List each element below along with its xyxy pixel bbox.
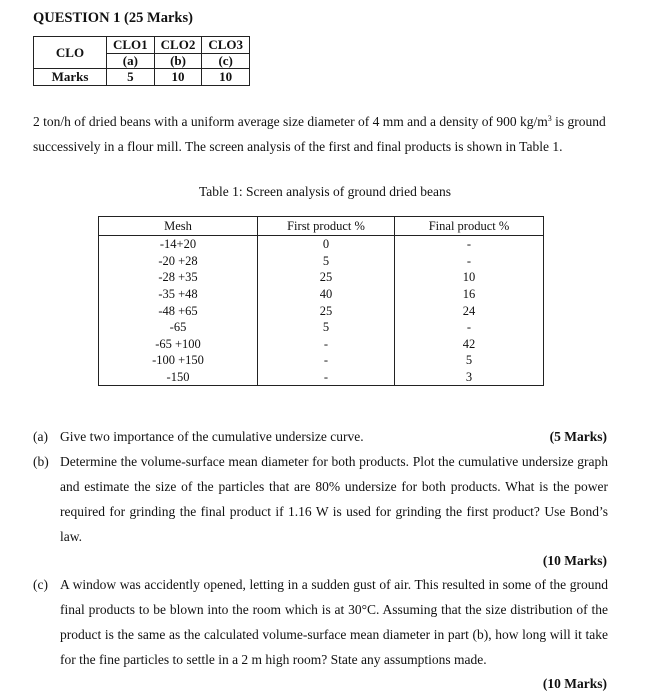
col-header-final: Final product % xyxy=(395,217,544,236)
final-cell: 3 xyxy=(395,369,544,386)
marks-row xyxy=(34,69,250,86)
question-a-label: (a) xyxy=(33,429,48,444)
final-cell: 42 xyxy=(395,336,544,353)
clo-row xyxy=(34,37,250,54)
mesh-cell: -65 xyxy=(99,319,258,336)
mesh-cell: -20 +28 xyxy=(99,253,258,270)
question-b-label: (b) xyxy=(33,454,49,469)
mesh-cell: -150 xyxy=(99,369,258,386)
final-cell: 16 xyxy=(395,286,544,303)
mesh-cell: -35 +48 xyxy=(99,286,258,303)
clo-marks-table xyxy=(33,36,250,86)
first-cell: 0 xyxy=(258,236,395,253)
table-row xyxy=(99,269,544,286)
first-cell: - xyxy=(258,369,395,386)
intro-text-1: 2 ton/h of dried beans with a uniform average size diameter of 4 mm and a density of 900 kg/m xyxy=(33,114,548,129)
marks-value: 10 xyxy=(154,69,202,86)
final-cell: - xyxy=(395,319,544,336)
mesh-cell: -100 +150 xyxy=(99,352,258,369)
marks-value: 10 xyxy=(202,69,250,86)
final-cell: - xyxy=(395,253,544,270)
part-label: (b) xyxy=(154,54,202,69)
mesh-cell: -48 +65 xyxy=(99,302,258,319)
marks-value: 5 xyxy=(107,69,155,86)
first-cell: 25 xyxy=(258,269,395,286)
question-c-marks: (10 Marks) xyxy=(542,676,607,691)
table-row xyxy=(99,319,544,336)
first-cell: - xyxy=(258,336,395,353)
final-cell: 24 xyxy=(395,302,544,319)
col-header-mesh: Mesh xyxy=(99,217,258,236)
table-row xyxy=(99,352,544,369)
question-heading: QUESTION 1 (25 Marks) xyxy=(33,10,193,26)
question-a xyxy=(33,424,608,449)
part-label: (a) xyxy=(107,54,155,69)
clo-header: CLO3 xyxy=(202,37,250,54)
table-row xyxy=(99,336,544,353)
first-cell: 5 xyxy=(258,319,395,336)
clo-header: CLO2 xyxy=(154,37,202,54)
mesh-cell: -28 +35 xyxy=(99,269,258,286)
final-cell: 5 xyxy=(395,352,544,369)
table-row xyxy=(99,369,544,386)
intro-superscript: 3 xyxy=(547,114,552,123)
table-caption-wrap xyxy=(0,184,650,200)
intro-text-2: is ground successively in a flour mill. The screen analysis of the first and final products is shown in Table 1. xyxy=(33,114,606,154)
first-cell: 5 xyxy=(258,253,395,270)
first-cell: 40 xyxy=(258,286,395,303)
final-cell: 10 xyxy=(395,269,544,286)
question-b xyxy=(33,449,608,549)
clo-header: CLO1 xyxy=(107,37,155,54)
clo-row-label: CLO xyxy=(34,37,107,69)
screen-analysis-table xyxy=(98,216,544,386)
question-c xyxy=(33,572,608,672)
final-cell: - xyxy=(395,236,544,253)
question-a-text: Give two importance of the cumulative undersize curve. xyxy=(60,429,364,444)
marks-row-label: Marks xyxy=(34,69,107,86)
table-row xyxy=(99,253,544,270)
question-c-text: A window was accidently opened, letting in a sudden gust of air. This resulted in some of the ground final products to be blown into the room which is at 30°C. Assuming that the size distribution of the product is the same as the calculated volume-surface mean diameter in part (b), how long will it take for the fine particles to settle in a 2 m high room? State any assumptions made. xyxy=(60,577,608,667)
table-header-row xyxy=(99,217,544,236)
table-caption: Table 1: Screen analysis of ground dried beans xyxy=(198,184,452,199)
table-row xyxy=(99,302,544,319)
question-b-marks: (10 Marks) xyxy=(542,553,607,568)
question-b-text: Determine the volume-surface mean diameter for both products. Plot the cumulative undersize graph and estimate the size of the particles that are 80% undersize for both products. What is the power required for grinding the final product if 1.16 W is used for grinding the first product? Use Bond’s law. xyxy=(60,454,608,544)
mesh-cell: -65 +100 xyxy=(99,336,258,353)
first-cell: - xyxy=(258,352,395,369)
table-row xyxy=(99,236,544,253)
intro-paragraph xyxy=(33,106,611,159)
mesh-cell: -14+20 xyxy=(99,236,258,253)
question-a-marks: (5 Marks) xyxy=(549,429,607,444)
table-row xyxy=(99,286,544,303)
first-cell: 25 xyxy=(258,302,395,319)
col-header-first: First product % xyxy=(258,217,395,236)
part-label: (c) xyxy=(202,54,250,69)
question-c-label: (c) xyxy=(33,577,48,592)
